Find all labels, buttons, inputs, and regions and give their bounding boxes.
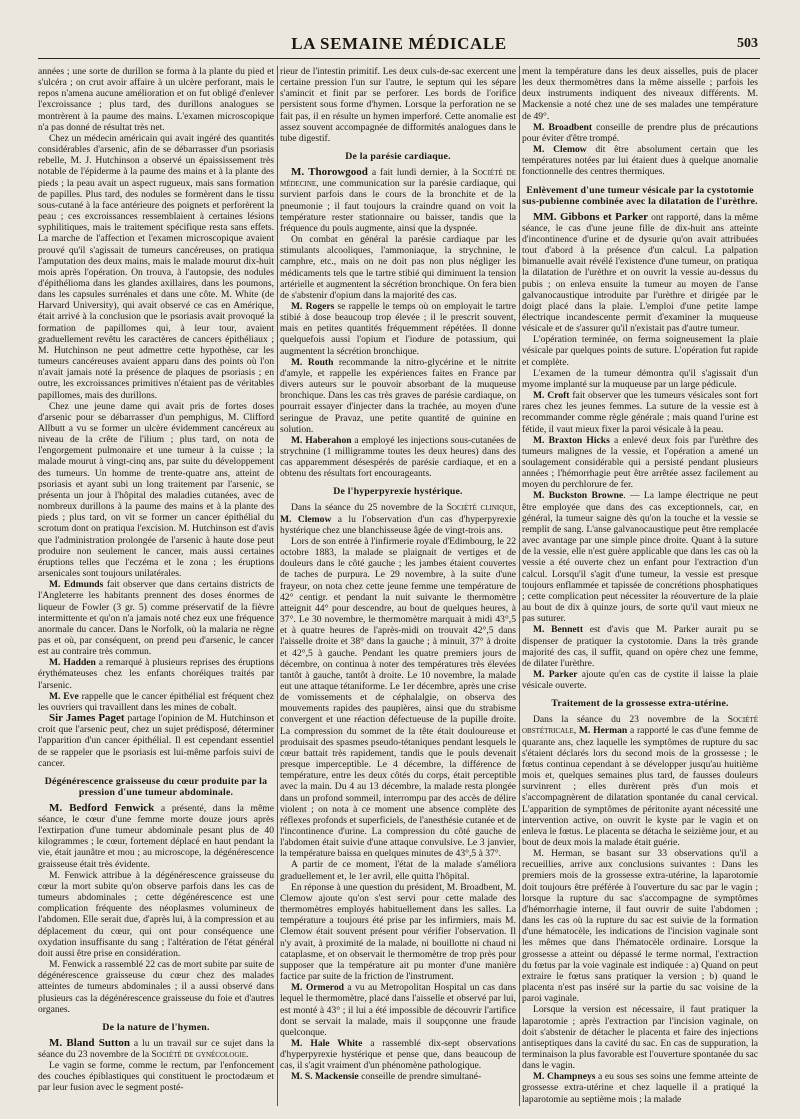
paragraph-text: recommande la nitro-glycérine et le nitrite d'amyle, et rappelle les expériences faites en France par divers auteurs sur le pouvoir absorbant de la muqueuse bronchique. Dans les cas très graves de parésie cardiaque, on pourrait essayer d'injecter dans la trachée, au moyen d'une seringue de Pravaz, une petite quantité de quinine en solution. bbox=[280, 356, 516, 435]
paragraph-text: a enlevé deux fois par l'urèthre des tumeurs malignes de la vessie, et l'opération a amené un soulagement considérable qui a persisté pendant plusieurs années ; l'hémorrhagie peut être arrêtée assez facilement au moyen du perchlorure de fer. bbox=[522, 434, 758, 491]
paragraph-text: a rapporté le cas d'une femme de quarante ans, chez laquelle les symptômes de rupture du sac s'étaient déclarés lors du second mois de la grossesse ; le fœtus continua cependant à se développer jusqu'au huitième mois et, quelques semaines plus tard, de fausses douleurs survinrent ; elles durèrent près d'un mois et s'accompagnèrent de dilatation spontanée du canal cervical. L'apparition de symptômes de péritonite ayant nécessité une intervention active, on ouvrit le kyste par le vagin et on enleva le fœtus. Le placenta se détacha le seizième jour, et au bout de deux mois la malade était guérie. bbox=[522, 725, 758, 848]
paragraph bbox=[522, 435, 758, 491]
paragraph: A partir de ce moment, l'état de la malade s'améliora graduellement et, le 1er avril, elle quitta l'hôpital. bbox=[280, 859, 516, 882]
paragraph bbox=[522, 212, 758, 335]
text-column-3 bbox=[522, 66, 758, 1111]
paragraph-text: a rassemblé dix-sept observations d'hyperpyrexie hystérique et pense que, dans beaucoup de cas, il s'agit vraiment d'un phénomène pathologique. bbox=[280, 1037, 516, 1072]
running-title: LA SEMAINE MÉDICALE bbox=[291, 34, 507, 53]
section-heading: Enlèvement d'une tumeur vésicale par la cystotomie sus-pubienne combinée avec la dilatation de l'urèthre. bbox=[522, 184, 758, 207]
section-heading: De l'hyperpyrexie hystérique. bbox=[333, 486, 463, 498]
paragraph: années ; une sorte de durillon se forma à la plante du pied et s'ulcéra ; on crut avoir affaire à un ulcère perforant, mais le repos n'amena aucune amélioration et on fut obligé d'enlever l'excroissance ; plus tard, des durillons analogues se montrèrent à la paume des mains. L'examen microscopique n'a pas donné de résultat très net. bbox=[38, 66, 274, 133]
paragraph-text: dit être absolument certain que les températures notées par lui étaient dues à quelque anomalie fonctionnelle des centres thermiques. bbox=[522, 144, 758, 178]
paragraph bbox=[38, 691, 274, 713]
paragraph-text: . bbox=[246, 1048, 249, 1060]
paragraph: ment la température dans les deux aisselles, puis de placer les deux thermomètres dans la même aisselle ; parfois les deux instruments indiquent des niveaux différents. M. Mackensie a noté chez une de ses malades une température de 49°. bbox=[522, 66, 758, 122]
society-name: Société clinique bbox=[446, 502, 514, 514]
paragraph: L'examen de la tumeur démontra qu'il s'agissait d'un myome implanté sur la muqueuse par un large pédicule. bbox=[522, 367, 758, 390]
paragraph: L'opération terminée, on ferma soigneusement la plaie vésicale par quelques points de suture. L'opération fut rapide et complète. bbox=[522, 334, 758, 368]
speaker-name: M. Thorowgood bbox=[291, 166, 368, 179]
speaker-name: M. Rogers bbox=[291, 300, 335, 312]
paragraph-text: a présenté, dans la même séance, le cœur d'une femme morte douze jours après l'extirpation d'une tumeur abdominale pesant plus de 40 kilogrammes ; le cœur, fortement déplacé en haut pendant la vie, était jaunâtre et mou ; au microscope, la dégénérescence graisseuse était très évidente. bbox=[38, 802, 274, 870]
paragraph bbox=[38, 1038, 274, 1060]
speaker-name: M. Braxton Hicks bbox=[533, 434, 610, 446]
paragraph bbox=[280, 357, 516, 435]
paragraph bbox=[38, 579, 274, 657]
speaker-name: M. S. Mackensie bbox=[291, 1071, 359, 1083]
paragraph-text: Dans la séance du 25 novembre de la bbox=[291, 502, 447, 514]
paragraph-text: a fait lundi dernier, à la bbox=[367, 167, 473, 179]
speaker-name: M. Clemow bbox=[280, 513, 332, 525]
paragraph-text: est d'avis que M. Parker aurait pu se dispenser de pratiquer la cystotomie. Dans la très grande majorité des cas, il suffit, quand on opère chez une femme, de dilater l'urèthre. bbox=[522, 624, 758, 669]
paragraph bbox=[280, 301, 516, 357]
paragraph: Dans la séance du 23 novembre de la Société obstétricale, M. Herman a rapporté le cas d'une femme de quarante ans, chez laquelle les symptômes de rupture du sac s'étaient déclarés lors du second mois de la grossesse ; le fœtus continua cependant à se développer jusqu'au huitième mois et, quelques semaines plus tard, de fausses douleurs survinrent ; elles durèrent près d'un mois et s'accompagnèrent de dilatation spontanée du canal cervical. L'apparition de symptômes de péritonite ayant nécessité une intervention active, on ouvrit le kyste par le vagin et on enleva le fœtus. Le placenta se détacha le seizième jour, et au bout de deux mois la malade était guérie. bbox=[522, 714, 758, 848]
paragraph: rieur de l'intestin primitif. Les deux culs-de-sac exercent une certaine pression l'un sur l'autre, le septum qui les sépare s'amincit et finit par se perforer. Les bords de l'orifice persistent sous forme d'hymen. Lorsque la perforation ne se fait pas, il en résulte un hymen imperforé. Cette anomalie est assez souvent accompagnée de difformités analogues dans le tube digestif. bbox=[280, 66, 516, 144]
paragraph-text: rappelle que le cancer épithélial est fréquent chez les ouvriers qui travaillent dans les mines de cobalt. bbox=[38, 690, 274, 713]
paragraph-text: a vu au Metropolitan Hospital un cas dans lequel le thermomètre, placé dans l'aisselle et observé par lui, est monté à 43° ; il lui a été impossible de découvrir l'artifice dont se servait la malade, mais il soupçonne une fraude quelconque. bbox=[280, 982, 516, 1038]
speaker-name: M. Broadbent bbox=[533, 121, 593, 133]
paragraph: On combat en général la parésie cardiaque par les stimulants alcooliques, l'ammoniaque, la strychnine, le camphre, etc., mais on ne doit pas non plus négliger les médicaments tels que le tartre stibié qui diminuent la tension artérielle et augmentent la sécrétion bronchique. On fera bien de s'abstenir d'opium dans la majorité des cas. bbox=[280, 234, 516, 301]
paragraph-text: . — La lampe électrique ne peut être employée que dans des cas exceptionnels, car, en général, la tumeur saigne dès qu'on la touche et la vessie se remplit de sang. L'anse galvanocaustique peut être remplacée avec avantage par une simple pince droite. Quant à la suture de la vessie, elle n'est guère applicable que dans les cas où la vessie a été ouverte chez un enfant pour l'extraction d'un calcul. Lorsqu'il s'agit d'une tumeur, la vessie est presque toujours enflammée et tapissée de concrétions phosphatiques ; cette complication peut nécessiter la réouverture de la plaie au bout de dix à quinze jours, de sorte qu'il vaut mieux ne pas suturer. bbox=[522, 490, 758, 625]
paragraph bbox=[522, 490, 758, 624]
speaker-name: M. Eve bbox=[49, 690, 79, 702]
speaker-name: M. Herman bbox=[578, 725, 628, 737]
paragraph-text: a remarqué à plusieurs reprises des éruptions érythémateuses chez les enfants choréiques traités par l'arsenic. bbox=[38, 657, 274, 691]
paragraph-text: conseille de prendre plus de précautions pour éviter d'être trompé. bbox=[522, 121, 758, 144]
paragraph bbox=[522, 144, 758, 177]
paragraph-text: a employé les injections sous-cutanées de strychnine (1 milligramme toutes les deux heures) dans des cas apparemment désespérés de parésie cardiaque, et en a obtenu des résultats fort encourageants. bbox=[280, 434, 516, 480]
text-column-2 bbox=[280, 66, 516, 1111]
speaker-name: M. Bedford Fenwick bbox=[49, 801, 155, 814]
paragraph: Lorsque la version est nécessaire, il faut pratiquer la laparotomie ; après l'extraction par l'incision vaginale, on doit s'abstenir de détacher le placenta et faire des injections antiseptiques dans la cavité du sac. En cas de suppuration, la terminaison la plus favorable est l'ouverture spontanée du sac dans le vagin. bbox=[522, 1004, 758, 1072]
paragraph: M. Fenwick attribue à la dégénérescence graisseuse du cœur la mort subite qu'on observe parfois dans les cas de tumeurs abdominales ; cette dégénérescence est une complication fréquente des néoplasmes volumineux de l'abdomen. Elle serait due, d'après lui, à la compression et au déplacement du cœur, qui ont pour conséquence une oxydation insuffisante du sang ; l'altération de l'état général doit aussi être prise en considération. bbox=[38, 869, 274, 959]
speaker-name: M. Buckston Browne bbox=[533, 490, 624, 502]
paragraph bbox=[280, 1071, 516, 1082]
speaker-name: M. Hadden bbox=[49, 657, 96, 669]
paragraph bbox=[280, 982, 516, 1038]
speaker-name: M. Champneys bbox=[533, 1071, 596, 1083]
paragraph bbox=[280, 167, 516, 234]
paragraph-text: se rappelle le temps où on employait le tartre stibié à dose beaucoup trop élevée ; il le prescrit souvent, mais en petites quantités fréquemment répétées. Il donne quelquefois aussi l'opium et l'iodure de potassium, qui augmentent la sécrétion bronchique. bbox=[280, 300, 516, 357]
section-heading: Dégénérescence graisseuse du cœur produite par la pression d'une tumeur abdominale. bbox=[44, 775, 268, 798]
paragraph: Le vagin se forme, comme le rectum, par l'enfoncement des couches épiblastiques qui constituent le proctodæum et par leur fusion avec le segment posté- bbox=[38, 1060, 274, 1094]
paragraph-text: a lu un travail sur ce sujet dans la séance du 23 novembre de la bbox=[38, 1037, 274, 1060]
paragraph: M. Herman, se basant sur 33 observations qu'il a recueillies, arrive aux conclusions suivantes : Dans les premiers mois de la grossesse extra-utérine, la laparotomie doit toujours être préférée à l'ouverture du sac par le vagin ; lorsque la rupture du sac s'accompagne de symptômes d'hémorrhagie interne, il faut ouvrir de suite l'abdomen ; dans les cas où la rupture du sac est suivie de la formation d'une hématocèle, les indications de l'incision vaginale sont les mêmes que dans l'hématocèle ordinaire. Lorsque la grossesse a atteint ou dépassé le terme normal, l'extraction du fœtus par la voie vaginale est indiquée : a) Quand on peut extraire le fœtus sans pratiquer la version ; b) quand le placenta n'est pas inséré sur la partie du sac voisine de la paroi vaginale. bbox=[522, 848, 758, 1005]
speaker-name: M. Haberahon bbox=[291, 434, 352, 446]
paragraph-text: a eu sous ses soins une femme atteinte de grossesse extra-utérine et chez laquelle il a pratiqué la laparotomie au septième mois ; la malade bbox=[522, 1071, 758, 1105]
paragraph bbox=[522, 122, 758, 144]
society-name: Société de médecine bbox=[280, 167, 516, 190]
paragraph bbox=[522, 1071, 758, 1104]
paragraph-text: a lu l'observation d'un cas d'hyperpyrexie hystérique chez une blanchisseuse âgée de vingt-trois ans. bbox=[280, 513, 516, 536]
speaker-name: M. Bennett bbox=[533, 624, 584, 636]
paragraph-text: fait observer que les tumeurs vésicales sont fort rares chez les jeunes femmes. La suture de la vessie est à recommander comme règle générale ; mais quand l'urine est fétide, il vaut mieux fixer la paroi vésicale à la peau. bbox=[522, 390, 758, 435]
paragraph: M. Fenwick a rassemblé 22 cas de mort subite par suite de dégénérescence graisseuse du cœur chez des malades atteintes de tumeurs abdominales ; il a aussi observé dans plusieurs cas la dégénérescence graisseuse du foie et d'autres organes. bbox=[38, 959, 274, 1015]
speaker-name: M. Bland Sutton bbox=[49, 1036, 130, 1049]
speaker-name: M. Edmunds bbox=[49, 579, 104, 591]
paragraph: Chez une jeune dame qui avait pris de fortes doses d'arsenic pour se débarrasser d'un pemphigus, M. Clifford Allbutt a vu se former un ulcère évidemment cancéreux au niveau de la crête de l'ilium ; plus tard, on nota de l'engorgement pulmonaire et une tumeur à la cuisse ; la malade mourut à vingt-cinq ans, par suite du développement des tumeurs. Un homme de trente-quatre ans, atteint de psoriasis et ayant subi un long traitement par l'arsenic, se présenta un jour à l'hôpital des maladies cutanées, avec de nombreux durillons à la paume des mains et à la plante des pieds ; plus tard, on vit se former un cancer épithélial du scrotum dont on pratiqua l'excision. M. Hutchinson est d'avis que l'administration prolongée de l'arsenic à haute dose peut produire non seulement le cancer, mais aussi certaines éruptions telles que l'eczéma et le zona ; les éruptions arsenicales sont toujours unilatérales. bbox=[38, 400, 274, 580]
paragraph bbox=[522, 669, 758, 691]
speaker-name: M. Clemow bbox=[533, 144, 587, 156]
paragraph bbox=[38, 657, 274, 690]
society-name: Société de gynécologie bbox=[151, 1048, 246, 1060]
paragraph bbox=[280, 1038, 516, 1071]
paragraph: Lors de son entrée à l'infirmerie royale d'Edimbourg, le 22 octobre 1883, la malade se plaignait de vertiges et de douleurs dans le côté gauche ; les jambes étaient couvertes de taches de purpura. Le 29 novembre, à la suite d'une frayeur, on nota chez cette jeune femme une température de 42° centigr. et pendant la nuit suivante le thermomètre atteignit 44° pour descendre, au bout de quelques heures, à 37°. Le 30 novembre, le thermomètre marquait à midi 43°,5 et à quatre heures de l'après-midi on trouvait 42°,5 dans l'aisselle droite et 38° dans la gauche ; à minuit, 37° à droite et 42°,5 à gauche. Pendant les quatre premiers jours de décembre, on continua à noter des températures très élevées tantôt à gauche, tantôt à droite. Le 10 novembre, la malade eut une attaque tétaniforme. Le 1er décembre, après une crise de vomissements et de céphalalgie, on observa des mouvements rapides des paupières, ainsi que du strabisme convergent et une réaction défectueuse de la pupille droite. La compression du sommet de la tête était douloureuse et produisait des spasmes pseudo-tétaniques pendant lesquels le cœur battait très rapidement, tandis que le pouls devenait presque imperceptible. Le 4 décembre, la différence de température, entre les deux côtés du corps, était perceptible avec la main. Du 4 au 13 décembre, la malade resta plongée dans un profond sommeil, interrompu par des accès de délire violent ; on nota à ce moment une absence complète des réflexes profonds et superficiels, de l'anesthésie cutanée et de l'incontinence d'urine. La compression du côté gauche de l'abdomen était suivie d'une attaque convulsive. Le 3 janvier, la température baissa en quelques minutes de 43°,5 à 37°. bbox=[280, 535, 516, 860]
paragraph-text: ont rapporté, dans la même séance, le cas d'une jeune fille de dix-huit ans atteinte d'incontinence d'urine et de dysurie qu'on avait attribuées tout d'abord à la présence d'un calcul. La palpation bimanuelle avait révélé l'existence d'une tumeur, on pratiqua la dilatation de l'urèthre et on ouvrit la vessie au-dessus du pubis ; on enleva ensuite la tumeur au moyen de l'anse galvanocaustique introduite par l'urèthre et dirigée par le doigt placé dans la plaie. L'emploi d'une petite lampe électrique incandescente permit d'examiner la muqueuse vésicale et de s'assurer qu'il n'existait pas d'autre tumeur. bbox=[522, 211, 758, 335]
column-divider bbox=[519, 66, 520, 1106]
paragraph-text: ajoute qu'en cas de cystite il laisse la plaie vésicale ouverte. bbox=[522, 668, 758, 692]
paragraph bbox=[522, 624, 758, 669]
paragraph-text: partage l'opinion de M. Hutchinson et croit que l'arsenic peut, chez un sujet prédisposé, déterminer l'apparition d'un cancer épithélial. Il est cependant essentiel de se rappeler que le psoriasis est lui-même parfois suivi de cancer. bbox=[38, 713, 274, 769]
paragraph: Chez un médecin américain qui avait ingéré des quantités considérables d'arsenic, afin de se débarrasser d'un psoriasis rebelle, M. J. Hutchinson a observé un épaississement très notable de l'épiderme à la paume des mains et à la plante des pieds ; la peau avait un aspect rugueux, mais sans formation de papilles. Plus tard, des nodules se formèrent dans le tissu sous-cutané à la face antérieure des poignets et perforèrent la peau ; ces excroissances ressemblaient à certaines lésions syphilitiques, mais le traitement spécifique resta sans effets. La marche de l'affection et l'examen microscopique avaient prouvé qu'il s'agissait de tumeurs cancéreuses, on pratiqua l'amputation des deux mains, mais le malade mourut dix-huit mois après l'opération. On trouva, à l'autopsie, des nodules d'épithélioma dans les glandes axillaires, dans les poumons, dans les capsules surrénales et dans une côte. M. White (de Harvard University), qui avait observé ce cas en Amérique, était arrivé à la conclusion que le psoriasis avait provoqué la formation de papillomes qui, à leur tour, avaient graduellement revêtu les caractères de cancers épithéliaux ; M. Hutchinson ne peut admettre cette hypothèse, car les tumeurs cancéreuses avaient apparu dans des points où l'on n'avait jamais noté la présence de plaques de psoriasis ; en outre, les excroissances primitives n'étaient pas de véritables papillomes, mais des durillons. bbox=[38, 132, 274, 401]
paragraph-text: fait observer que dans certains districts de l'Angleterre les habitants prennent des doses énormes de liqueur de Fowler (3 gr. 5) comme préservatif de la fièvre intermittente et qu'on n'a jamais noté chez eux une fréquence anormale du cancer. Dans le Norfolk, où la malaria ne règne pas et où, par conséquent, on prend peu d'arsenic, le cancer est au contraire très commun. bbox=[38, 579, 274, 658]
paragraph: En réponse à une question du président, M. Broadbent, M. Clemow ajoute qu'on s'est servi pour cette malade des thermomètres employés habituellement dans les salles. La température a toujours été prise par les infirmiers, mais M. Clemow était souvent présent pour vérifier l'observation. Il n'y avait, à proximité de la malade, ni bouillotte ni chaud ni cataplasme, et on observait le thermomètre de trop près pour supposer que la température ait pu monter d'une manière factice par suite de la friction de l'instrument. bbox=[280, 881, 516, 983]
page-number: 503 bbox=[737, 36, 758, 51]
section-heading: De la nature de l'hymen. bbox=[102, 1021, 210, 1033]
speaker-name: M. Ormerod bbox=[291, 982, 345, 994]
column-divider bbox=[277, 66, 278, 1106]
speaker-name: M. Parker bbox=[533, 668, 578, 680]
paragraph bbox=[38, 803, 274, 870]
paragraph: Dans la séance du 25 novembre de la Société clinique, M. Clemow a lu l'observation d'un cas d'hyperpyrexie hystérique chez une blanchisseuse âgée de vingt-trois ans. bbox=[280, 502, 516, 536]
speaker-name: M. Croft bbox=[533, 390, 570, 402]
speaker-name: M. Hale White bbox=[291, 1037, 363, 1049]
paragraph-text: conseille de prendre simultané- bbox=[358, 1071, 482, 1083]
speaker-name: Sir James Paget bbox=[49, 712, 125, 725]
paragraph bbox=[522, 390, 758, 435]
text-column-1 bbox=[38, 66, 274, 1111]
paragraph-text: Dans la séance du 23 novembre de la bbox=[533, 714, 728, 726]
section-heading: Traitement de la grossesse extra-utérine. bbox=[551, 698, 729, 710]
page-header bbox=[38, 28, 760, 59]
paragraph-text: , une communication sur la parésie cardiaque, qui survient parfois dans le cours de la bronchite et de la pneumonie ; il faut toujours la craindre quand on voit la température rester stationnaire ou baisser, tandis que la fréquence du pouls augmente, ainsi que la dyspnée. bbox=[280, 178, 516, 234]
section-heading: De la parésie cardiaque. bbox=[345, 151, 451, 163]
paragraph bbox=[38, 713, 274, 769]
speaker-name: M. Routh bbox=[291, 356, 334, 368]
speaker-name: MM. Gibbons et Parker bbox=[533, 210, 649, 223]
paragraph bbox=[280, 435, 516, 480]
society-name: Société obstétricale bbox=[522, 714, 758, 737]
